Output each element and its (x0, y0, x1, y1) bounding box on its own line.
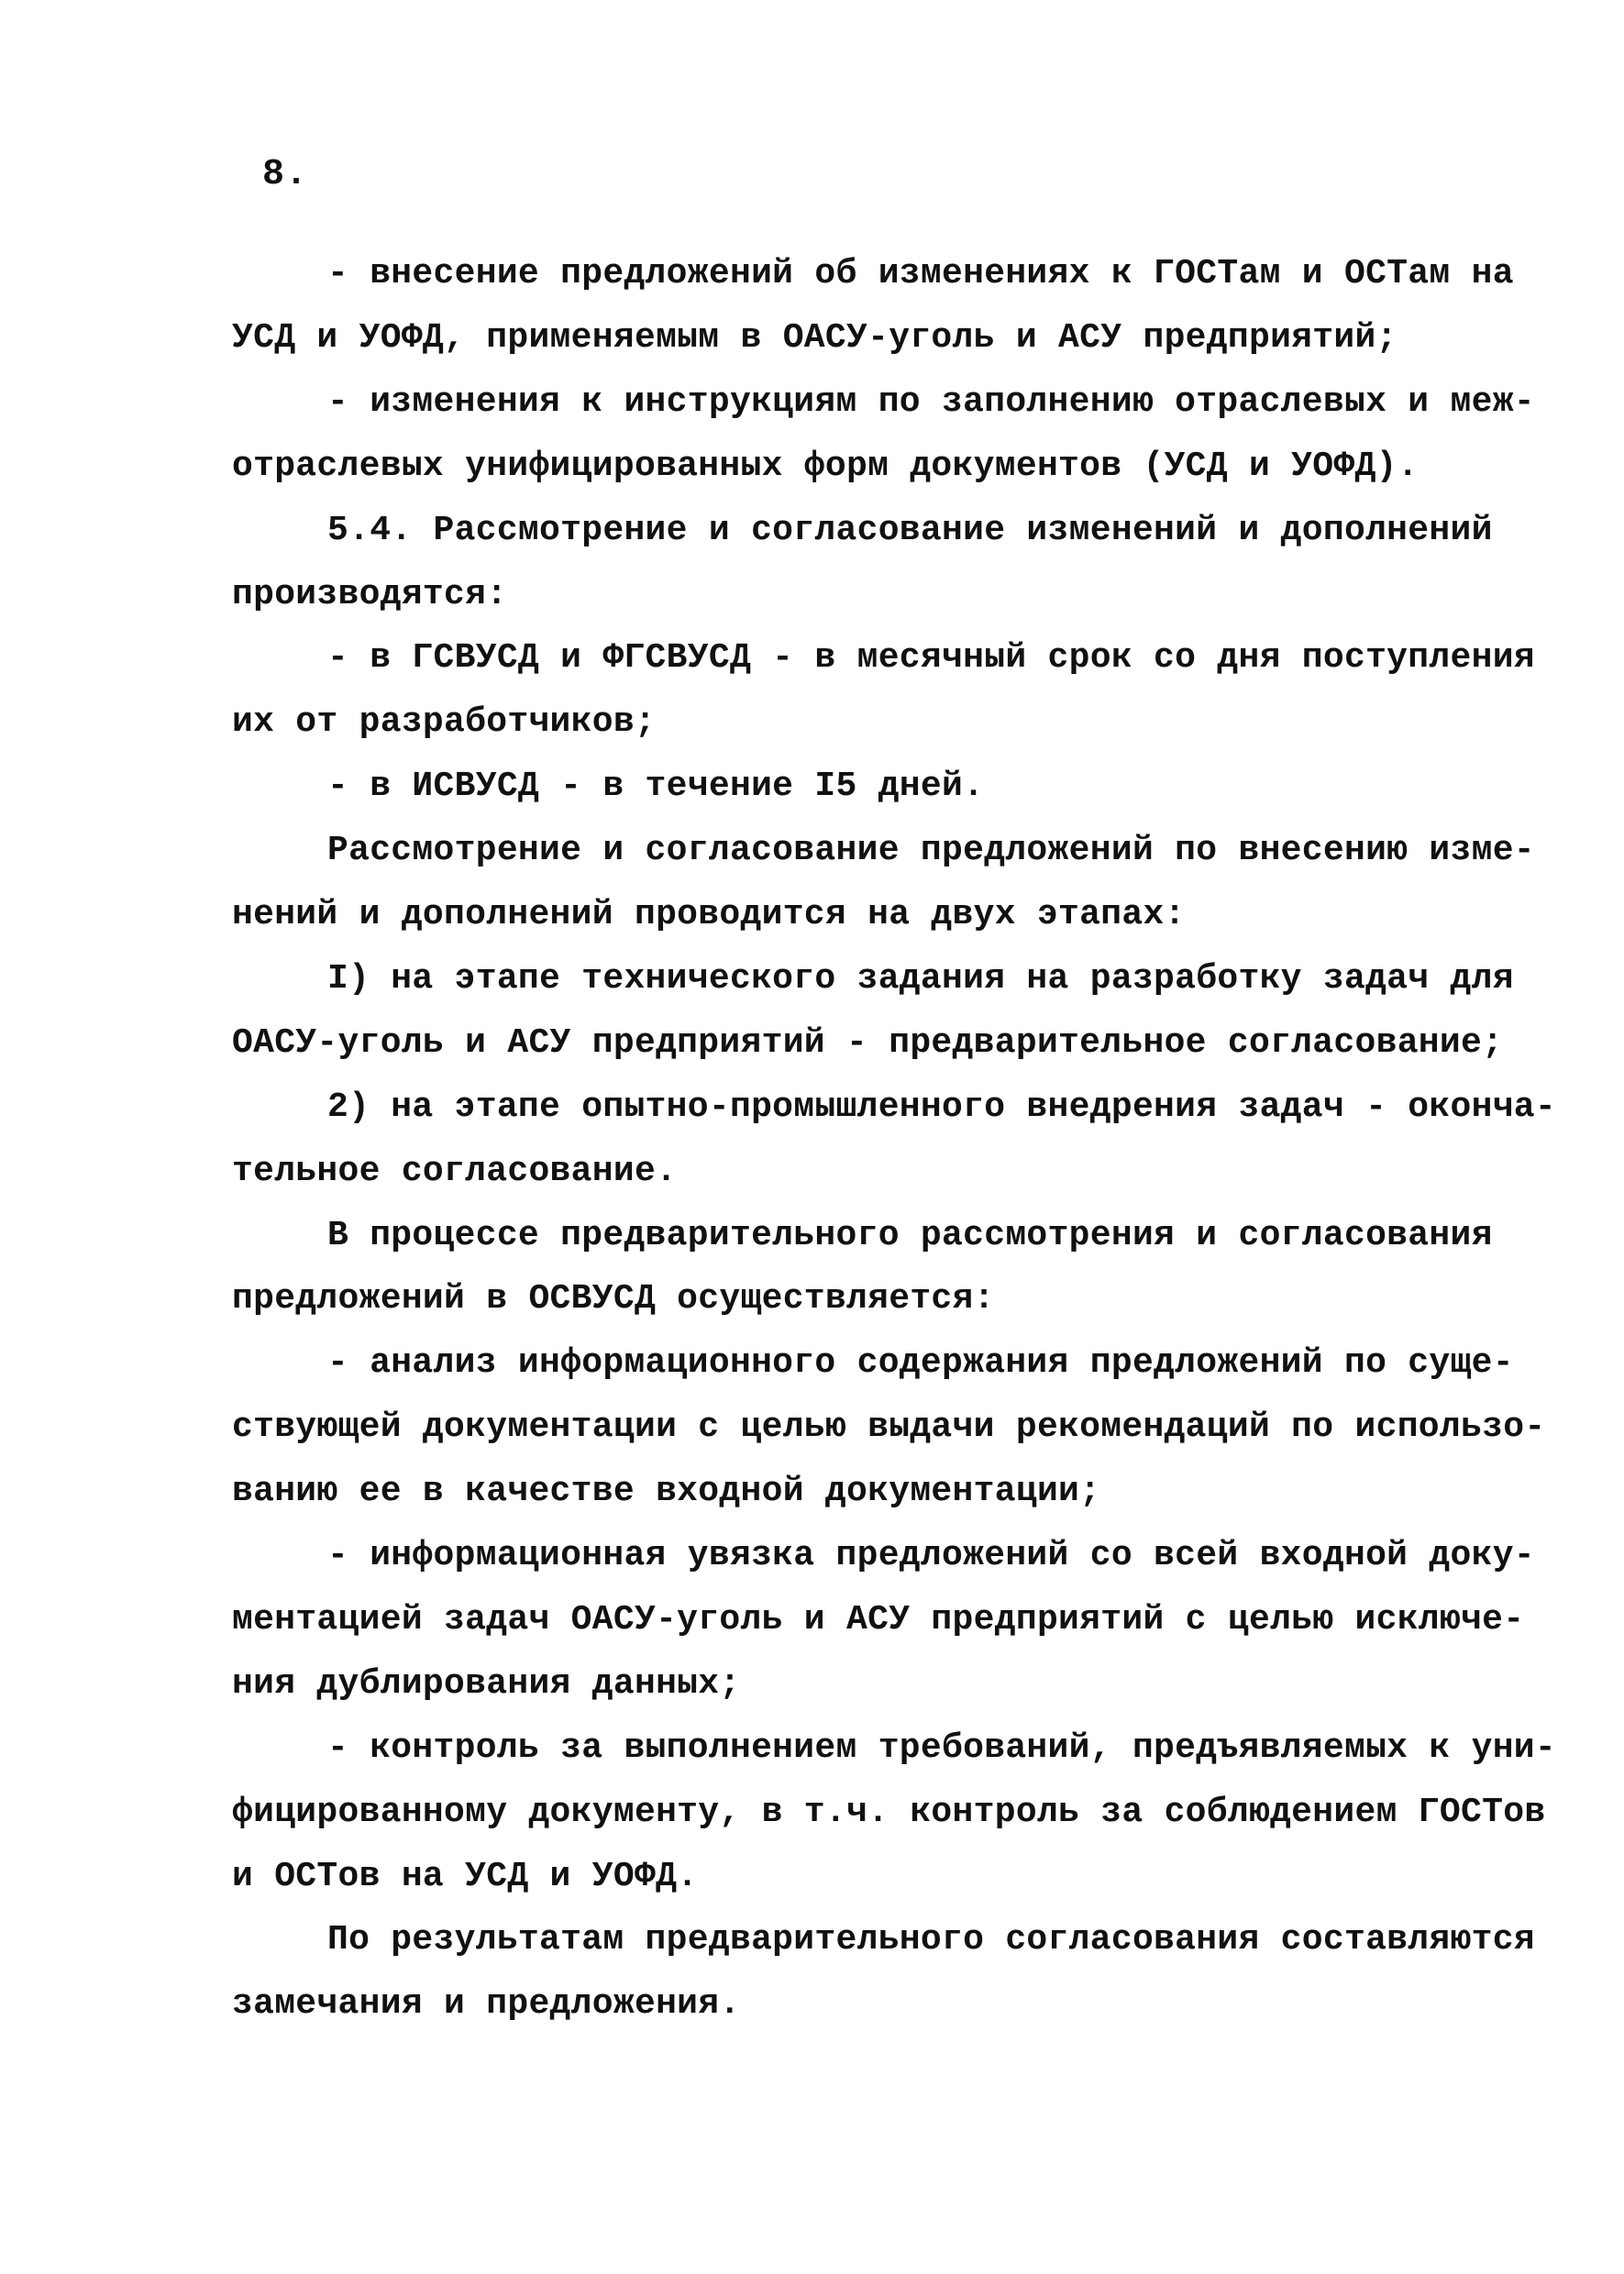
text-line: производятся: (232, 575, 508, 614)
text-line: ствующей документации с целью выдачи рекомендаций по использо- (232, 1407, 1546, 1447)
text-line: предложений в ОСВУСД осуществляется: (232, 1279, 995, 1319)
text-line: нений и дополнений проводится на двух этапах: (232, 895, 1186, 934)
text-line: Рассмотрение и согласование предложений по внесению изме- (327, 831, 1535, 870)
text-line: В процессе предварительного рассмотрения и согласования (327, 1216, 1493, 1255)
text-line: По результатам предварительного согласования составляются (327, 1920, 1535, 1959)
text-line: УСД и УОФД, применяемым в ОАСУ-уголь и АСУ предприятий; (232, 318, 1398, 358)
text-line: замечания и предложения. (232, 1984, 741, 2024)
text-line: - в ИСВУСД - в течение I5 дней. (327, 767, 985, 806)
page-number: 8. (262, 154, 309, 195)
text-line: 2) на этапе опытно-промышленного внедрения задач - оконча- (327, 1087, 1557, 1127)
text-line: - изменения к инструкциям по заполнению отраслевых и меж- (327, 382, 1535, 422)
text-line: - контроль за выполнением требований, предъявляемых к уни- (327, 1728, 1557, 1768)
text-line: и ОСТов на УСД и УОФД. (232, 1857, 699, 1896)
text-line: - информационная увязка предложений со всей входной доку- (327, 1536, 1535, 1575)
text-line: I) на этапе технического задания на разработку задач для (327, 959, 1514, 999)
text-line: их от разработчиков; (232, 702, 657, 742)
text-line: ментацией задач ОАСУ-уголь и АСУ предприятий с целью исключе- (232, 1600, 1525, 1639)
text-line: ния дублирования данных; (232, 1664, 741, 1704)
text-line: 5.4. Рассмотрение и согласование изменений и дополнений (327, 511, 1493, 550)
text-line: - в ГСВУСД и ФГСВУСД - в месячный срок со дня поступления (327, 638, 1535, 678)
text-line: - внесение предложений об изменениях к ГОСТам и ОСТам на (327, 254, 1514, 293)
text-line: отраслевых унифицированных форм документов (УСД и УОФД). (232, 447, 1419, 486)
text-line: - анализ информационного содержания предложений по суще- (327, 1343, 1514, 1383)
text-line: ванию ее в качестве входной документации; (232, 1472, 1101, 1511)
text-line: ОАСУ-уголь и АСУ предприятий - предварительное согласование; (232, 1023, 1504, 1063)
text-line: фицированному документу, в т.ч. контроль за соблюдением ГОСТов (232, 1793, 1546, 1832)
text-line: тельное согласование. (232, 1152, 678, 1191)
